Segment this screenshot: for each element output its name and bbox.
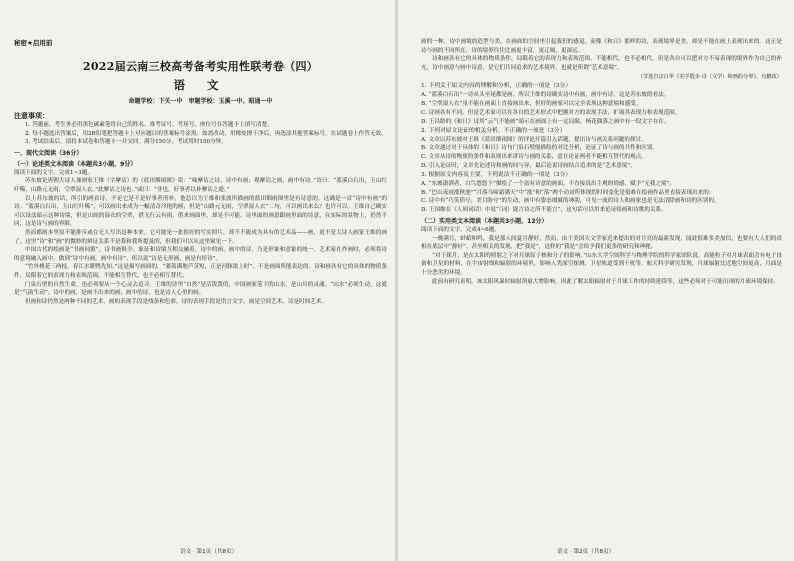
passage-paragraph: “竹外桃花三两枝，春江水暖鸭先知。”这是描写画面的，“蒌蒿满地芦芽短，正是河豚欲上时”，不是画面所能表达的。诗和画各有它的具体的物质条件，局限着它的表现力和表现范围，不能相互替代，也不必相互替代。	[14, 264, 387, 279]
passage-source: （节选自宗白华《美学散步·诗（文学）和画的分界》，有删改）	[637, 74, 782, 81]
page-footer: 语文 · 第1页（共8页）	[180, 549, 238, 555]
passage-paragraph: 此前有研究表明，该太阳风暴时辐射剂量大增影响，因此了解太阳辐射对于月球工作的持续延续等，这些必须对于可能出现的月球环境保持。	[432, 278, 779, 285]
question-option: D. 引入论证时，文章先论述诗和画的同与异，最后论说诗画结合追求的是“艺术意境”。	[421, 162, 636, 169]
question-option: D. 王国维在《人间词话》中说“（词）能言诗之所不能言”，这句话可以用来论证绘画和诗歌的关系。	[421, 207, 667, 214]
subsection-heading: （二）实用类文本阅读（本题共3小题，12分）	[421, 217, 548, 225]
passage-paragraph: 中国古代的绘画是“书画同源”，诗书画俱全。象征和诗境互相交融着。诗中的画，画中的诗，乃是形象和意象的统一。艺术家在作画时，必须将诗的意境融入画中，做到“诗中有画，画中有诗”。所以说“诗是无形画，画是有形诗”。	[14, 247, 387, 262]
question-option: A. “东坡潇洒者，白鸟悠悠下”描绘了一个富有诗意的画面，不直接说出主观的情感，赋予“无我之境”。	[421, 180, 675, 187]
question-option: A. 文章以苏东坡对王维《蓝田烟雨图》的评论开篇引入话题，提出诗与画关系问题的探讨。	[421, 136, 647, 143]
passage-paragraph: 但画和诗仍然是两种不同的艺术，画的表现手段是线条和色彩，诗的表现手段是语言文字。画是空间艺术，诗是时间艺术。	[25, 298, 328, 305]
school-info: 命题学校：下关一中 审题学校：玉溪一中、昭通一中	[128, 98, 273, 105]
passage-paragraph: 苏东坡论唐朝大诗人兼画家王维（字摩诘）的《蓝田烟雨图》说：“味摩诘之诗，诗中有画；观摩诘之画，画中有诗。”诗曰：“蓝溪白石出，玉山红叶稀，山路元无雨，空翠湿人衣。”此摩诘之诗也。”或曰：“非也，好事者以补摩诘之遗。”	[14, 178, 387, 193]
question-option: B. “空翠湿人衣”虽不能在画面上直接画出来，但好的画家可以完全表现这种意境和感受。	[421, 101, 642, 108]
question-option: C. 诗画各有不同，但是艺术家可以在各自的艺术形式中把握对方的表现手法，扩展其表现力和表现范围。	[421, 109, 681, 116]
question-option: A. “蓝溪白石出”一诗从头至尾都是画，所以王维的诗确实诗中有画，画中有诗，这是苏东坡的看法。	[421, 92, 670, 99]
reading-instruction: 阅读下面的文字，完成1~3题。	[14, 169, 93, 176]
subject-title: 语 文	[173, 78, 228, 92]
question-option: C. 诗中有“巧笑倩兮，美目盼兮”的生动，画中有姿态细腻的神韵，可见一流的诗人和画家也是无法清除画和诗的区别的。	[421, 198, 720, 205]
section-heading: 一、现代文阅读（36分）	[14, 149, 83, 157]
reading-instruction: 阅读下面的文字，完成4~6题。	[421, 226, 500, 233]
passage-paragraph: 然而都画本里原不能排斥或在无人写出这种本来。它可能是一张很好的写实照片，却不不能成为具有的艺术品——画，更不是大诗人画家王维的画了。这里“诗”和“画”的微妙的辩证关系不是我和我所提及的，但我们可以从这里窥见一下。	[14, 229, 387, 245]
question-option: B. “巴山夜雨涨秋池”“月落乌啼霜满天”中“涨”和“落”两个动词所体现的时间变化是很难在绘画作品里直接表现出来的。	[421, 189, 715, 196]
subsection-heading: （一）论述类文本阅读（本题共3小题，9分）	[14, 160, 137, 168]
question-2: 2. 下列对原文论证的相关分析，不正确的一项是（3分）	[421, 127, 566, 134]
notice-item: 2. 每小题选出答案后，用2B铅笔把答题卡上对应题目的答案标号涂黑。如需改动，用橡皮擦干净后，再选涂其他答案标号。在试题卷上作答无效。	[25, 130, 387, 137]
passage-paragraph: 画的一种，诗中画境的造型与美，在画面的空间里引起我们的感觉。而像《和日》那样的诗，表现境界是美，却是不能在画上表现出来的。这正是诗与画的不同所在，诗的境界往往比画更丰富，更辽阔，更深远。	[421, 39, 782, 54]
question-option: D. 王昌龄的《和日》诗用“云气不能画”暗示在画面上有一定局限，杨花偶落之画中有一段文字存在。	[421, 118, 670, 125]
question-1: 1. 下列关于原文内容的理解和分析，正确的一项是（3分）	[421, 83, 572, 90]
confidential-label: 秘密★启用前	[14, 39, 53, 47]
question-3: 3. 根据原文内容及主要，下列说法不正确的一项是（3分）	[421, 171, 572, 178]
exam-page-2	[397, 0, 794, 561]
question-option: B. 文章通过对于具体的《和日》诗句门泉石壁般描绘的对比分析，论证了诗与画的共性和区别。	[421, 145, 659, 152]
exam-title: 2022届云南三校高考备考实用性联考卷（四）	[82, 60, 319, 73]
passage-paragraph: 门泉石壁的自然生命，也必须要从一个心灵去追寻。王维的诗里“自然”是活泼泼的，中国画家笔下的山水，是山川的灵魂。“山水”必须生动，这就是“气韵生动”。诗中的画，是画不出来的画；画中的诗，也是诗人心里的画。	[14, 281, 387, 297]
page-footer: 语文 · 第2页（共8页）	[557, 549, 615, 555]
question-option: C. 文章从诗的物质的条件和表现出来讲诗与画的关系，意在论证两者不能相互替代的观点。	[421, 154, 647, 161]
notice-heading: 注意事项：	[14, 112, 49, 120]
passage-paragraph: 以上苏东坡的话，所引的两首诗，不论它是不是好事者所补，他总以为王维和张波所描画的蓝田烟雨图里是有诗意的。这确是一首“诗中有画”的诗。“蓝溪白石出，玉山红叶稀”，可以画出来成为一幅清奇冷艳的画，但是“山路元无雨，空翠湿人衣”二句，可以画出来么？也许可以。王维自己确实可以设法暗示这种诗境，但是山间的湿衣的空翠，借无行云有雨，借来画面里，却是不可能。诗里面的画意跟画里面的诗意，在实际的景物上，仍然不同，这是诗与画的界限。	[14, 195, 387, 228]
passage-paragraph: 诗和画各有它的具体的物质条件，局限着它的表现力和表现范围，不能相代，也不必相代。但是各自可以把对方不易表现的境界作为自己的补充，诗中画意与画中诗意，是它们共同追求的艺术境界，也就是所谓“艺术意境”。	[421, 56, 782, 71]
notice-item: 3. 考试结束后，请将本试卷和答题卡一并交回。满分150分，考试用时150分钟。	[25, 139, 227, 146]
passage-paragraph: 一晚满月，蚌蛤和鸣，我是那人间夏月静好。然而，由于美国天文学家近来提出的对月亮的最新发现，闻此很难多美加信，也要有大人们的真相在底层中“静好”。甚至相关的发现，把“我是”，这样的“我是”会给予我们更多的研究和神秘。	[421, 235, 782, 251]
passage-paragraph: “对于探月，是在太阳的照射之下对月球原子核和分子的影响。”山东大学空间科学与物理学院的科学家团队说，高能粒子对月球表面会有电子设备和卫星的材料，在宇宙射线和辐射的环境里，影响人类深空探测，卫星轨道受到干扰等。航天科学研究发现，月球辐射比近地空间更高，月面是十分恶劣的环境。	[421, 252, 782, 276]
notice-item: 1. 答题前，考生务必用黑色碳素笔将自己的姓名、准考证号、考场号、座位号在答题卡上填写清楚。	[25, 122, 273, 128]
